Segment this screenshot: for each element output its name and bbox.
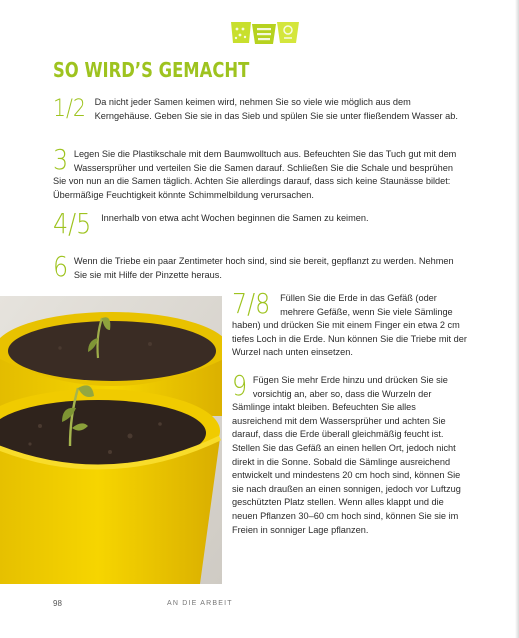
step-1-2 (53, 96, 465, 123)
step-text: Füllen Sie die Erde in das Gefäß (oder mehrere Gefäße, wenn Sie viele Sämlinge haben) und drücken Sie mit einem Finger ein etwa 2 cm tiefes Loch in die Erde. Nun können Sie die Triebe mit der Wurzel nach unten einsetzen. (232, 293, 467, 358)
step-number: 4/5 (53, 207, 92, 240)
seedling-pots-illustration (0, 296, 222, 584)
seedling-pots-photo (0, 296, 222, 584)
page-edge (515, 0, 519, 638)
step-text: Legen Sie die Plastikschale mit dem Baumwolltuch aus. Befeuchten Sie das Tuch gut mit dem Wassersprüher und verteilen Sie die Samen darauf. Schließen Sie die Schale und besprühen Sie von nun an die Samen täglich. Achten Sie allerdings darauf, dass sich keine Staunässe bildet: Übermäßige Feuchtigkeit könnte Schimmelbildung verursachen. (53, 149, 457, 200)
step-text: Wenn die Triebe ein paar Zentimeter hoch sind, sind sie bereit, gepflanzt zu werden. Nehmen Sie sie mit Hilfe der Pinzette heraus. (73, 256, 454, 280)
step-text: Da nicht jeder Samen keimen wird, nehmen Sie so viele wie möglich aus dem Kerngehäuse. Geben Sie sie in das Sieb und spülen Sie sie unter fließendem Wasser ab. (94, 97, 458, 121)
chapter-title: AN DIE ARBEIT (167, 600, 233, 607)
flower-pots-icon (229, 18, 301, 48)
step-number: 3 (53, 143, 69, 176)
step-number: 7/8 (232, 287, 271, 320)
step-number: 9 (232, 369, 248, 402)
step-9 (232, 369, 468, 537)
page-heading: SO WIRD’S GEMACHT (53, 58, 250, 82)
step-number: 6 (53, 250, 69, 283)
step-number: 1/2 (53, 94, 86, 122)
step-text: Innerhalb von etwa acht Wochen beginnen die Samen zu keimen. (101, 213, 369, 223)
step-6 (53, 250, 467, 283)
step-text: Fügen Sie mehr Erde hinzu und drücken Sie sie vorsichtig an, aber so, dass die Wurzeln der Sämlinge intakt bleiben. Befeuchten Sie alles ausreichend mit dem Wassersprüher und achten Sie darauf, dass die Erde überall gleichmäßig feucht ist. Stellen Sie das Gefäß an einen hellen Ort, jedoch nicht direkt in die Sonne. Sobald die Sämlinge ausreichend entwickelt und mindestens 20 cm hoch sind, können Sie sie nach draußen an einen sonnigen, jedoch vor Luftzug geschützten Platz stellen. Wenn alles klappt und die neuen Pflanzen 30–60 cm hoch sind, können Sie sie im Freien in sonniger Lage pflanzen. (232, 375, 461, 535)
page-number: 98 (53, 599, 62, 608)
step-7-8 (232, 287, 468, 360)
step-3 (53, 143, 467, 202)
step-4-5 (53, 207, 465, 240)
